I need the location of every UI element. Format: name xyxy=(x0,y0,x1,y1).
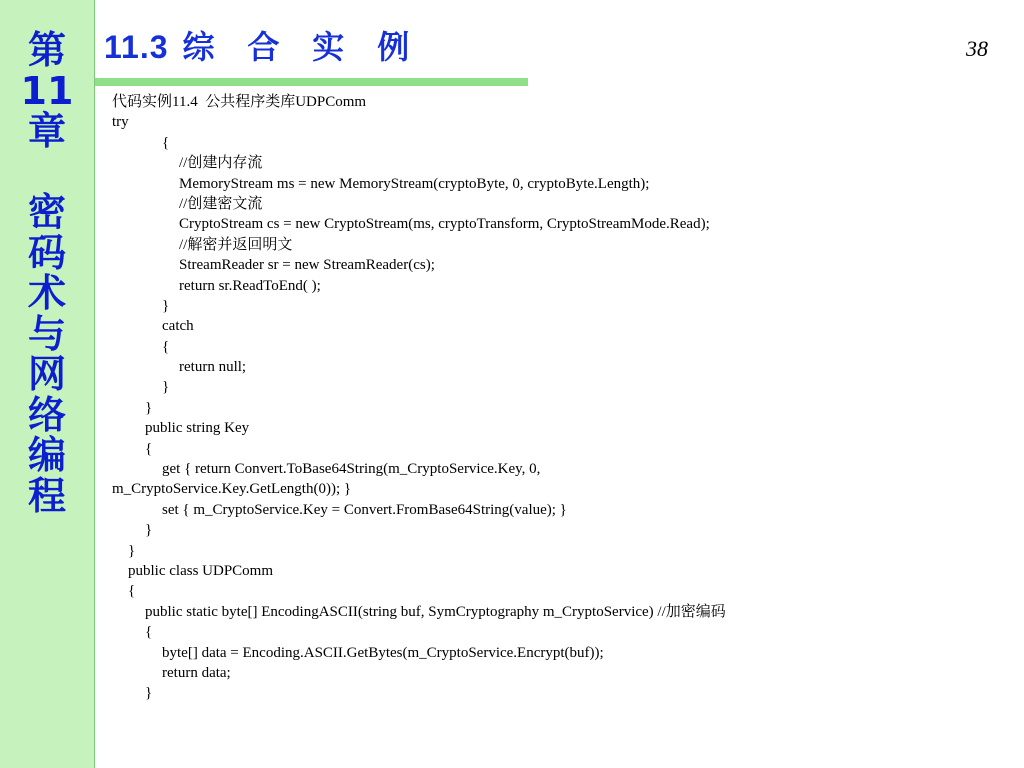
code-line: } xyxy=(162,379,170,396)
code-line: } xyxy=(145,685,153,702)
section-number: 11.3 xyxy=(104,29,169,65)
code-line: CryptoStream cs = new CryptoStream(ms, cryptoTransform, CryptoStreamMode.Read); xyxy=(179,216,710,233)
chapter-title-char: 络 xyxy=(27,392,66,437)
chapter-title-char: 与 xyxy=(27,311,66,356)
code-line: return sr.ReadToEnd( ); xyxy=(179,277,321,294)
code-line: { xyxy=(162,338,170,355)
code-line: catch xyxy=(162,318,194,335)
code-line: { xyxy=(145,440,153,457)
code-line: return null; xyxy=(179,359,247,376)
chapter-sidebar xyxy=(0,0,95,768)
chapter-title-char: 编 xyxy=(27,433,66,477)
code-line: 代码实例11.4 公共程序类库UDPComm xyxy=(112,94,367,110)
title-underline xyxy=(95,78,528,86)
section-title xyxy=(104,22,421,68)
code-line: m_CryptoService.Key.GetLength(0)); } xyxy=(112,481,352,498)
code-line: { xyxy=(128,583,136,600)
code-line: public class UDPComm xyxy=(128,562,273,579)
code-line: return data; xyxy=(162,664,231,681)
chapter-title-char: 第 xyxy=(27,28,66,72)
code-line: { xyxy=(145,624,153,641)
code-line: public string Key xyxy=(145,420,250,437)
chapter-title-char: 11 xyxy=(20,68,74,113)
code-line: } xyxy=(162,297,170,314)
page-number: 38 xyxy=(966,36,988,61)
code-line: //创建内存流 xyxy=(179,155,263,172)
chapter-title-char xyxy=(0,152,94,193)
code-line: byte[] data = Encoding.ASCII.GetBytes(m_CryptoService.Encrypt(buf)); xyxy=(162,644,604,661)
chapter-title-char: 程 xyxy=(27,473,66,518)
code-listing xyxy=(112,92,992,704)
chapter-title-char: 网 xyxy=(27,352,66,396)
chapter-title-char: 章 xyxy=(27,109,66,153)
code-line: get { return Convert.ToBase64String(m_CryptoService.Key, 0, xyxy=(162,461,541,478)
code-line: } xyxy=(145,522,153,539)
code-line: } xyxy=(128,542,136,559)
code-line: set { m_CryptoService.Key = Convert.FromBase64String(value); } xyxy=(162,501,567,518)
code-line: StreamReader sr = new StreamReader(cs); xyxy=(179,257,435,274)
code-line: } xyxy=(145,399,153,416)
chapter-title-char: 密 xyxy=(27,190,66,234)
section-title-text: 综 合 实 例 xyxy=(182,29,422,65)
code-line: //创建密文流 xyxy=(179,195,263,212)
code-line: MemoryStream ms = new MemoryStream(cryptoByte, 0, cryptoByte.Length); xyxy=(179,175,650,192)
code-line: { xyxy=(162,134,170,151)
code-line: //解密并返回明文 xyxy=(179,236,293,253)
chapter-title-char: 码 xyxy=(27,230,66,275)
code-line: try xyxy=(112,114,129,131)
chapter-title-char: 术 xyxy=(27,271,66,315)
chapter-title-vertical xyxy=(0,30,94,516)
code-line: public static byte[] EncodingASCII(string buf, SymCryptography m_CryptoService) //加密编码 xyxy=(145,603,726,620)
